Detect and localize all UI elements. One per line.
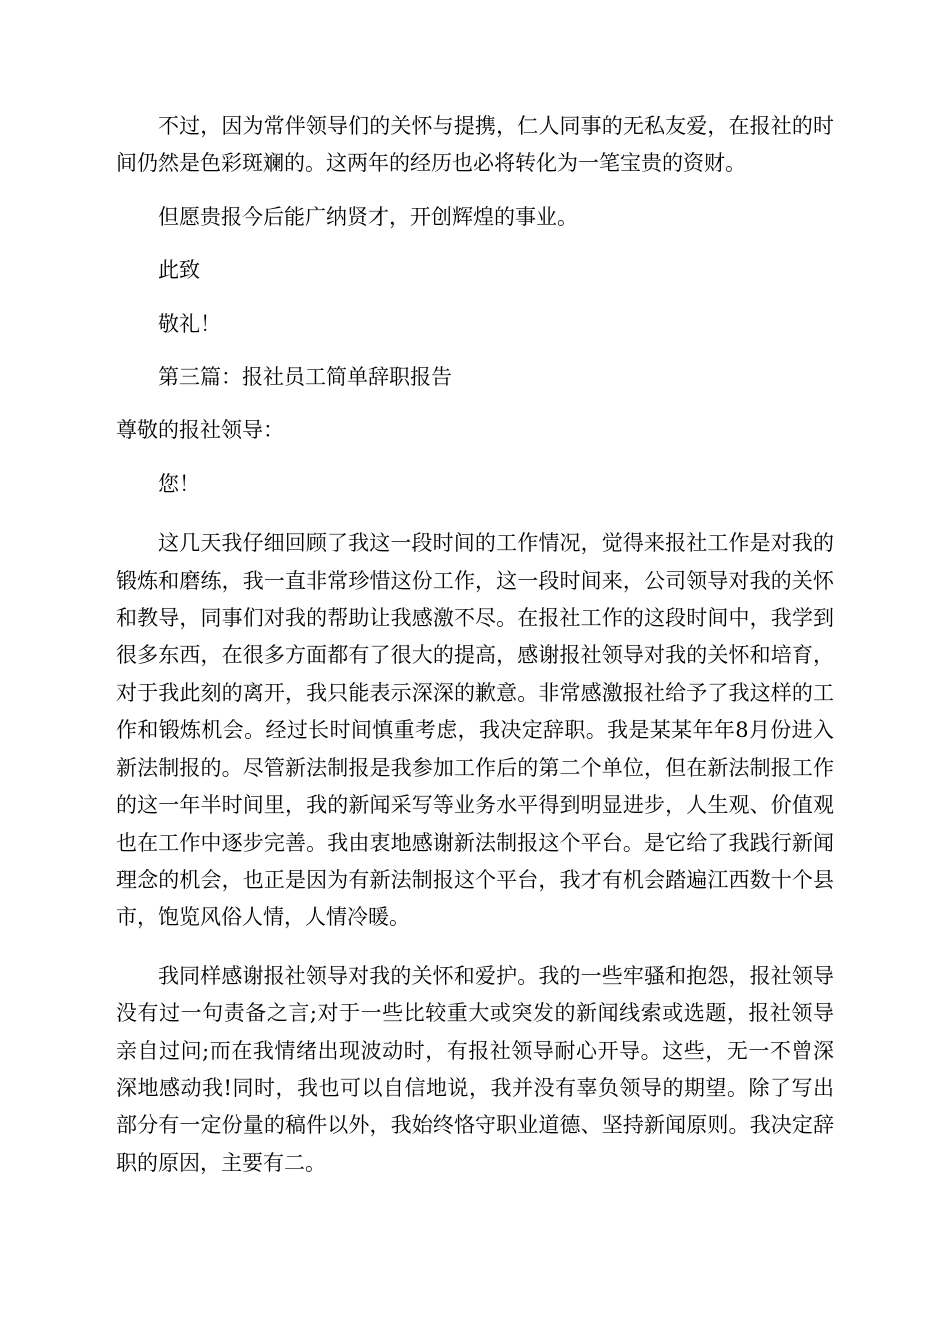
paragraph-thanks-leaders: 我同样感谢报社领导对我的关怀和爱护。我的一些牢骚和抱怨，报社领导没有过一句责备之言;对于一些比较重大或突发的新闻线索或选题，报社领导亲自过问;而在我情绪出现波动时，有报社领导耐心开导。这些，无一不曾深深地感动我!同时，我也可以自信地说，我并没有辜负领导的期望。除了写出部分有一定份量的稿件以外，我始终恪守职业道德、坚持新闻原则。我决定辞职的原因，主要有二。	[116, 963, 834, 1175]
greeting: 您！	[158, 471, 200, 496]
closing-cizhi: 此致	[158, 258, 200, 283]
closing-jingli: 敬礼！	[158, 311, 221, 336]
paragraph-resignation-body: 这几天我仔细回顾了我这一段时间的工作情况，觉得来报社工作是对我的锻炼和磨练，我一直非常珍惜这份工作，这一段时间来，公司领导对我的关怀和教导，同事们对我的帮助让我感激不尽。在报社工作的这段时间中，我学到很多东西，在很多方面都有了很大的提高，感谢报社领导对我的关怀和培育，对于我此刻的离开，我只能表示深深的歉意。非常感激报社给予了我这样的工作和锻炼机会。经过长时间慎重考虑，我决定辞职。我是某某年年8月份进入新法制报的。尽管新法制报是我参加工作后的第二个单位，但在新法制报工作的这一年半时间里，我的新闻采写等业务水平得到明显进步，人生观、价值观也在工作中逐步完善。我由衷地感谢新法制报这个平台。是它给了我践行新闻理念的机会，也正是因为有新法制报这个平台，我才有机会踏遍江西数十个县市，饱览风俗人情，人情冷暖。	[116, 531, 834, 930]
paragraph-gratitude: 不过，因为常伴领导们的关怀与提携，仁人同事的无私友爱，在报社的时间仍然是色彩斑斓的。这两年的经历也必将转化为一笔宝贵的资财。	[116, 114, 834, 176]
document-page	[116, 108, 834, 1182]
salutation: 尊敬的报社领导：	[116, 418, 284, 443]
paragraph-wish: 但愿贵报今后能广纳贤才，开创辉煌的事业。	[158, 204, 578, 229]
section-title: 第三篇：报社员工简单辞职报告	[158, 365, 452, 390]
